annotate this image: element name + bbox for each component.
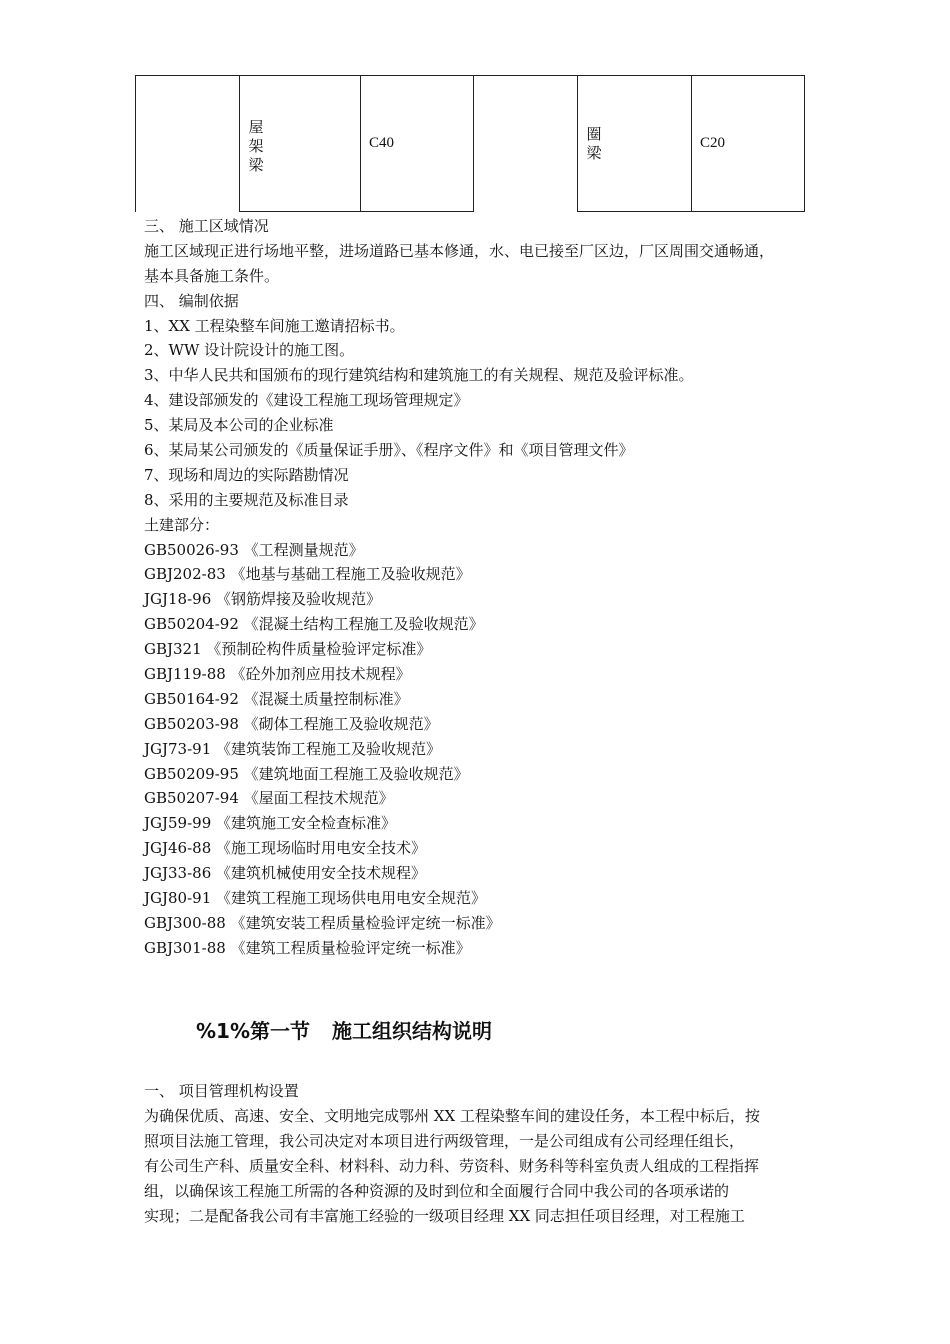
heading-basis: 四、 编制依据: [144, 291, 239, 310]
section-number: %1%第一节: [196, 1019, 310, 1043]
standard-item: GBJ300-88 《建筑安装工程质量检验评定统一标准》: [144, 913, 501, 932]
standard-item: JGJ18-96 《钢筋焊接及验收规范》: [144, 590, 382, 609]
table-col-border: [135, 75, 136, 212]
standard-item: GB50207-94 《屋面工程技术规范》: [144, 789, 394, 808]
standard-item: JGJ73-91 《建筑装饰工程施工及验收规范》: [144, 739, 442, 758]
standard-item: GB50026-93 《工程测量规范》: [144, 540, 364, 559]
text-line: 有公司生产科、质量安全科、材料科、动力科、劳资科、财务科等科室负责人组成的工程指挥: [144, 1157, 760, 1175]
list-item: 4、建设部颁发的《建设工程施工现场管理规定》: [144, 391, 469, 410]
standard-item: JGJ33-86 《建筑机械使用安全技术规程》: [144, 864, 427, 883]
standard-item: GB50203-98 《砌体工程施工及验收规范》: [144, 714, 439, 733]
standard-item: JGJ46-88 《施工现场临时用电安全技术》: [144, 839, 427, 858]
text-line: 实现；二是配备我公司有丰富施工经验的一级项目经理 XX 同志担任项目经理，对工程施工: [144, 1207, 745, 1225]
table-col-border: [577, 75, 578, 212]
standard-item: GB50164-92 《混凝土质量控制标准》: [144, 689, 409, 708]
table-col-border: [239, 75, 240, 212]
subheading-civil: 土建部分：: [144, 515, 220, 534]
standard-item: GB50204-92 《混凝土结构工程施工及验收规范》: [144, 615, 484, 634]
text-line: 照项目法施工管理，我公司决定对本项目进行两级管理，一是公司组成有公司经理任组长，: [144, 1132, 745, 1150]
cell-grade-c20: C20: [700, 135, 726, 151]
list-item: 8、采用的主要规范及标准目录: [144, 490, 349, 509]
standard-item: GBJ321 《预制砼构件质量检验评定标准》: [144, 640, 432, 659]
list-item: 2、WW 设计院设计的施工图。: [144, 341, 355, 360]
section-heading: 施工组织结构说明: [332, 1019, 492, 1043]
section-title: [196, 1014, 492, 1048]
list-item: 6、某局某公司颁发的《质量保证手册》、《程序文件》和《项目管理文件》: [144, 441, 634, 460]
table-top-border: [135, 75, 805, 76]
cell-char: 屋: [248, 118, 264, 136]
org-structure-paragraph: [144, 1079, 816, 1229]
cell-char: 圈: [586, 125, 602, 143]
standard-item: GBJ301-88 《建筑工程质量检验评定统一标准》: [144, 938, 471, 957]
text-line: 施工区域现正进行场地平整，进场道路已基本修通，水、电已接至厂区边，厂区周围交通畅通，: [144, 241, 775, 260]
list-item: 3、中华人民共和国颁布的现行建筑结构和建筑施工的有关规程、规范及验评标准。: [144, 366, 694, 385]
standard-item: JGJ59-99 《建筑施工安全检查标准》: [144, 814, 397, 833]
table-col-border: [473, 75, 474, 212]
cell-char: 梁: [248, 156, 264, 174]
heading-management-setup: 一、 项目管理机构设置: [144, 1082, 299, 1100]
cell-char: 架: [248, 137, 264, 155]
cell-member-roof-beam: [248, 118, 264, 175]
standard-item: GB50209-95 《建筑地面工程施工及验收规范》: [144, 764, 469, 783]
table-bottom-border-left: [239, 211, 473, 212]
text-line: 基本具备施工条件。: [144, 266, 280, 285]
standard-item: JGJ80-91 《建筑工程施工现场供电用电安全规范》: [144, 889, 487, 908]
list-item: 7、现场和周边的实际踏勘情况: [144, 465, 349, 484]
table-col-border: [360, 75, 361, 212]
heading-construction-area: 三、 施工区域情况: [144, 217, 269, 235]
standard-item: GBJ119-88 《砼外加剂应用技术规程》: [144, 665, 411, 684]
table-col-border: [804, 75, 805, 212]
text-line: 为确保优质、高速、安全、文明地完成鄂州 XX 工程染整车间的建设任务，本工程中标后，按: [144, 1107, 760, 1125]
cell-member-ring-beam: [586, 125, 602, 163]
table-col-border: [691, 75, 692, 212]
cell-char: 梁: [586, 144, 602, 162]
list-item: 5、某局及本公司的企业标准: [144, 416, 334, 435]
standard-item: GBJ202-83 《地基与基础工程施工及验收规范》: [144, 565, 471, 584]
spec-table: [135, 75, 805, 212]
cell-grade-c40: C40: [369, 135, 395, 151]
text-line: 组，以确保该工程施工所需的各种资源的及时到位和全面履行合同中我公司的各项承诺的: [144, 1182, 730, 1200]
body-text: [144, 214, 824, 961]
list-item: 1、XX 工程染整车间施工邀请招标书。: [144, 316, 405, 335]
